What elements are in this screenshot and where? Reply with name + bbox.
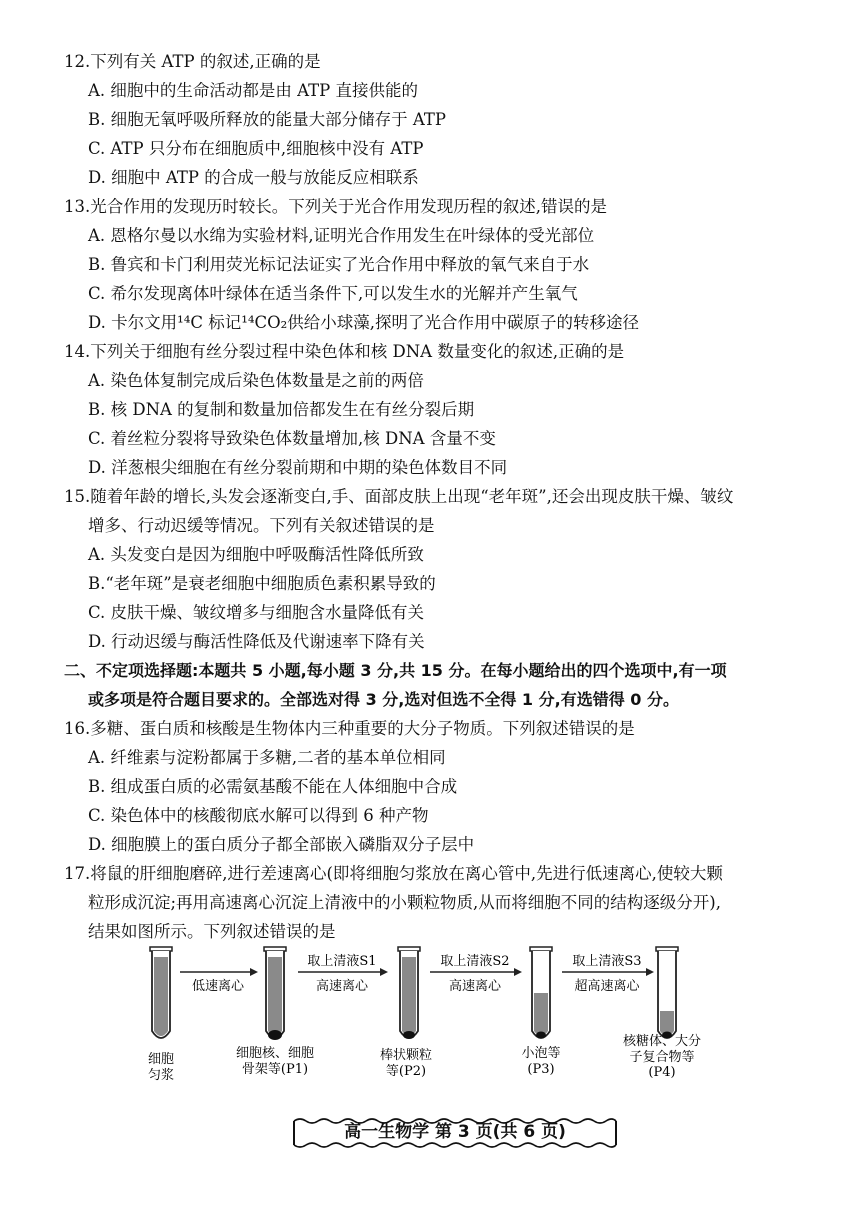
page-footer (290, 1115, 620, 1149)
section-2-heading-continued: 或多项是符合题目要求的。全部选对得 3 分,选对但选不全得 1 分,有选错得 0 分。 (88, 690, 679, 709)
tube-homogenate (150, 947, 172, 1038)
question-14-option-c: C. 着丝粒分裂将导致染色体数量增加,核 DNA 含量不变 (88, 429, 496, 448)
question-15-option-a: A. 头发变白是因为细胞中呼吸酶活性降低所致 (88, 545, 424, 564)
arrow-s1 (298, 968, 388, 976)
question-16-option-a: A. 纤维素与淀粉都属于多糖,二者的基本单位相同 (88, 748, 446, 767)
arrow-1-bottom-label: 低速离心 (191, 979, 245, 994)
arrow-low-speed (180, 968, 258, 976)
tube-3-label-line1: 棒状颗粒 (379, 1048, 433, 1063)
tube-4-label-line2: (P3) (527, 1062, 555, 1077)
question-13-stem: 13.光合作用的发现历时较长。下列关于光合作用发现历程的叙述,错误的是 (64, 197, 607, 216)
question-12-stem: 12.下列有关 ATP 的叙述,正确的是 (64, 52, 321, 71)
question-16-stem: 16.多糖、蛋白质和核酸是生物体内三种重要的大分子物质。下列叙述错误的是 (64, 719, 635, 738)
arrow-3-bottom-label: 高速离心 (448, 979, 502, 994)
question-13-option-c: C. 希尔发现离体叶绿体在适当条件下,可以发生水的光解并产生氧气 (88, 284, 578, 303)
arrow-2-bottom-label: 高速离心 (315, 979, 369, 994)
tube-4-label-line1: 小泡等 (521, 1046, 561, 1061)
tube-3-label-line2: 等(P2) (385, 1064, 427, 1079)
tube-p1 (264, 947, 286, 1040)
footer-text: 高一生物学 第 3 页(共 6 页) (344, 1122, 566, 1142)
tube-1-label-line2: 匀浆 (147, 1068, 175, 1083)
question-13-option-a: A. 恩格尔曼以水绵为实验材料,证明光合作用发生在叶绿体的受光部位 (88, 226, 595, 245)
question-16-option-c: C. 染色体中的核酸彻底水解可以得到 6 种产物 (88, 806, 429, 825)
question-14-stem: 14.下列关于细胞有丝分裂过程中染色体和核 DNA 数量变化的叙述,正确的是 (64, 342, 625, 361)
tube-p2 (398, 947, 420, 1039)
centrifugation-diagram (130, 945, 730, 1095)
question-17-stem-line2: 粒形成沉淀;再用高速离心沉淀上清液中的小颗粒物质,从而将细胞不同的结构逐级分开), (88, 893, 721, 912)
section-2-heading: 二、不定项选择题:本题共 5 小题,每小题 3 分,共 15 分。在每小题给出的四个选项中,有一项 (64, 661, 727, 680)
question-16-option-b: B. 组成蛋白质的必需氨基酸不能在人体细胞中合成 (88, 777, 458, 796)
tube-5-label-line2: 子复合物等 (629, 1050, 695, 1065)
question-14-option-b: B. 核 DNA 的复制和数量加倍都发生在有丝分裂后期 (88, 400, 475, 419)
question-13-option-d: D. 卡尔文用¹⁴C 标记¹⁴CO₂供给小球藻,探明了光合作用中碳原子的转移途径 (88, 313, 639, 332)
question-13-option-b: B. 鲁宾和卡门利用荧光标记法证实了光合作用中释放的氧气来自于水 (88, 255, 590, 274)
question-12-option-d: D. 细胞中 ATP 的合成一般与放能反应相联系 (88, 168, 419, 187)
tube-p3 (530, 947, 552, 1039)
arrow-4-bottom-label: 超高速离心 (574, 979, 640, 994)
question-14-option-d: D. 洋葱根尖细胞在有丝分裂前期和中期的染色体数目不同 (88, 458, 508, 477)
question-12-option-a: A. 细胞中的生命活动都是由 ATP 直接供能的 (88, 81, 419, 100)
question-15-stem: 15.随着年龄的增长,头发会逐渐变白,手、面部皮肤上出现“老年斑”,还会出现皮肤干燥、皱纹 (64, 487, 734, 506)
arrow-4-top-label: 取上清液S3 (572, 954, 642, 969)
question-14-option-a: A. 染色体复制完成后染色体数量是之前的两倍 (88, 371, 424, 390)
question-12-option-c: C. ATP 只分布在细胞质中,细胞核中没有 ATP (88, 139, 424, 158)
arrow-s2 (430, 968, 522, 976)
question-15-option-c: C. 皮肤干燥、皱纹增多与细胞含水量降低有关 (88, 603, 425, 622)
question-15-option-b: B.“老年斑”是衰老细胞中细胞质色素积累导致的 (88, 574, 436, 593)
tube-1-label-line1: 细胞 (147, 1052, 175, 1067)
question-12-option-b: B. 细胞无氧呼吸所释放的能量大部分储存于 ATP (88, 110, 446, 129)
arrow-3-top-label: 取上清液S2 (440, 954, 510, 969)
tube-5-label-line1: 核糖体、大分 (622, 1034, 702, 1049)
tube-2-label-line2: 骨架等(P1) (241, 1062, 309, 1077)
tube-2-label-line1: 细胞核、细胞 (235, 1046, 315, 1061)
question-16-option-d: D. 细胞膜上的蛋白质分子都全部嵌入磷脂双分子层中 (88, 835, 475, 854)
question-15-stem-continued: 增多、行动迟缓等情况。下列有关叙述错误的是 (88, 516, 435, 535)
question-15-option-d: D. 行动迟缓与酶活性降低及代谢速率下降有关 (88, 632, 425, 651)
arrow-2-top-label: 取上清液S1 (307, 954, 377, 969)
arrow-s3 (562, 968, 654, 976)
tube-5-label-line3: (P4) (648, 1065, 676, 1080)
question-17-stem: 17.将鼠的肝细胞磨碎,进行差速离心(即将细胞匀浆放在离心管中,先进行低速离心,使较大颗 (64, 864, 723, 883)
question-17-stem-line3: 结果如图所示。下列叙述错误的是 (88, 922, 336, 941)
tube-p4 (656, 947, 678, 1039)
